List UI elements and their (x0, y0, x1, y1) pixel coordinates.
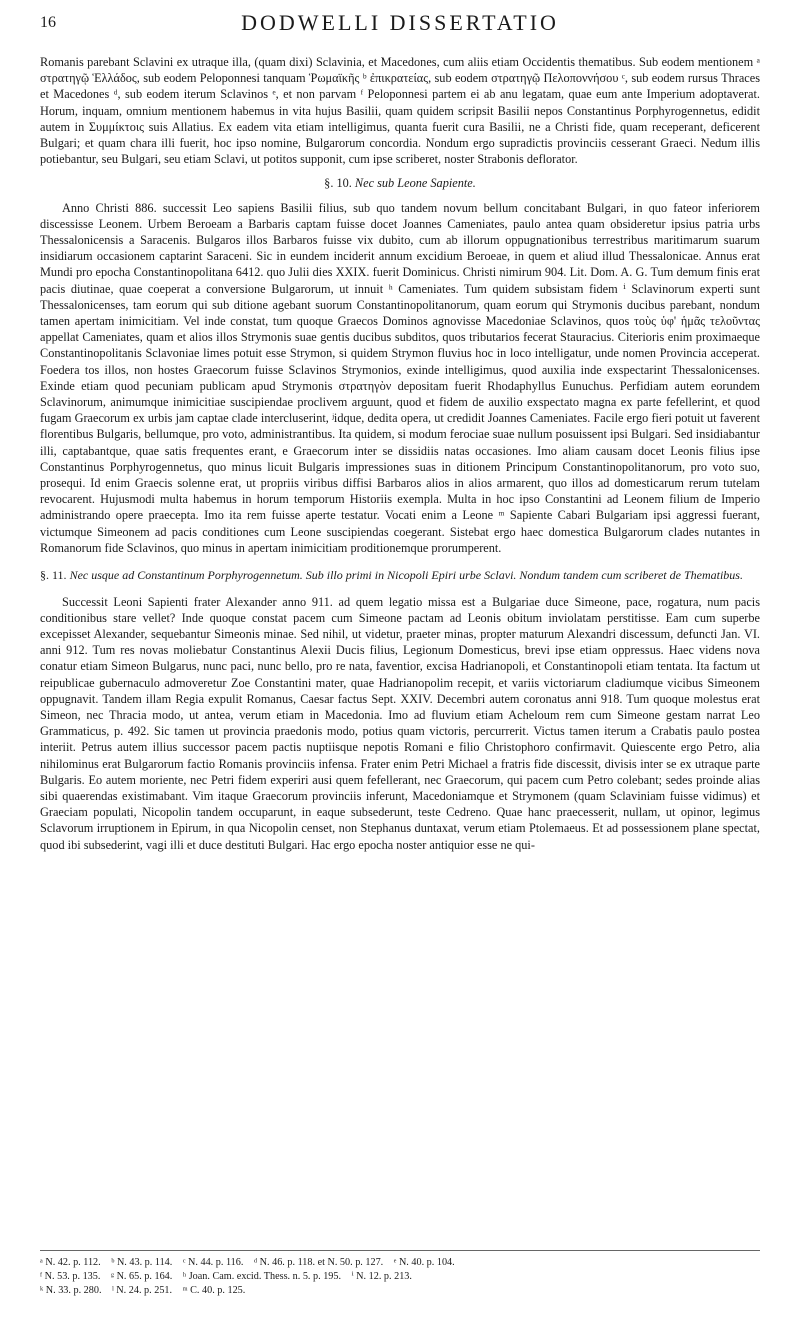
footnote: ᵇ N. 43. p. 114. (111, 1257, 173, 1268)
footnote: ᵈ N. 46. p. 118. et N. 50. p. 127. (253, 1257, 384, 1268)
footnote: ᶜ N. 44. p. 116. (182, 1257, 244, 1268)
running-title: DODWELLI DISSERTATIO (241, 10, 559, 35)
page-number: 16 (40, 14, 56, 31)
footnote: ⁱ N. 12. p. 213. (351, 1270, 412, 1282)
footnote: ᵐ C. 40. p. 125. (182, 1284, 246, 1296)
footnote: ᵃ N. 42. p. 112. (40, 1257, 101, 1268)
footnote: ᶠ N. 53. p. 135. (40, 1270, 101, 1282)
section-number: §. 11. (40, 568, 67, 583)
main-text (40, 54, 760, 858)
footnote: ᵏ N. 33. p. 280. (40, 1284, 102, 1296)
section-title: Nec sub Leone Sapiente. (354, 176, 476, 191)
footnote: ʰ Joan. Cam. excid. Thess. n. 5. p. 195. (182, 1270, 342, 1282)
page-header (40, 8, 760, 38)
footnote-row (40, 1256, 760, 1270)
footnote: ᵉ N. 40. p. 104. (393, 1257, 455, 1268)
footnote-row (40, 1270, 760, 1284)
section-title: Nec usque ad Constantinum Porphyrogennetum. Sub illo primi in Nicopoli Epiri urbe Sclavi. Nondum tandem cum scriberet de Thematibus. (69, 568, 743, 583)
footnotes (40, 1250, 760, 1297)
footnote-row (40, 1284, 760, 1298)
section-heading-11 (40, 568, 760, 584)
footnote: ˡ N. 24. p. 251. (112, 1284, 173, 1296)
section-number: §. 10. (324, 176, 352, 191)
paragraph: Successit Leoni Sapienti frater Alexander anno 911. ad quem legatio missa est a Bulgariae duce Simeone, pace, rogatura, num pacis conditionibus stare vellet? Inde quoque constat pacem cum Simeone pactam ad Leonis obitum inviolatam perstitisse. Eam cum superbe excepisset Alexander, sequebantur Simeonis minae. Sed nihil, ut videtur, praeter minas, propter maturum Alexandri discessum, defuncti Jan. VI. anni 912. Tum res novas moliebatur Constantinus Alexii Ducis filius, Legionum Domesticus, brevi ipse etiam oppressus. Haec videns nova conatur etiam Simeon Bulgarus, nunc paci, nunc bello, pro re nata, faventior, excisa Hadrianopoli, et Constantinopoli etiam tentata. Ita factum ut reipublicae gubernaculo admoveretur Zoe Constantini mater, quae Hadrianopolim recepit, et variis victoriarum cladiumque vicibus Simeonem oppugnavit. Tandem illam Regia expulit Romanus, Caesar factus Sept. XXIV. Decembri autem coronatus anni 918. Tum quoque molestus erat Simeon, nec Thracia modo, ut antea, verum etiam in Macedonia. Imo ad fluvium etiam Acheloum rem cum Simeone gestam narrat Leo Grammaticus, p. 492. Sic tamen ut provincia praedonis modo, potius quam victoris, percurrerit. Victus tamen iterum a Crabatis paulo postea interiit. Petrus autem illius successor pacem pactis nuptiisque nepotis Romani e filio Christophoro confirmavit. Quiescente ergo Petro, alia nihilominus erat Bulgarorum factio Romanis provinciis infensa. Frater enim Petri Michael a fratris fide discessit, divisis inter se ex utraque parte Bulgaris. Eo autem moriente, nec Petri fidem experiri ausi quem fefellerant, nec Graecorum, qui pacem cum Petro colebant; sedes proinde alias sibi quaerendas existimabant. Vim itaque Graecorum provinciis inferunt, Macedoniamque et Strymonem (quam Sclaviniam fuisse vidimus) et Graeciam populati, Nicopolin tandem occuparunt, in eaque subsederunt, teste Cedreno. Quae hanc praecesserit, nullam, ut opinor, legimus Sclavorum irruptionem in Epirum, in qua Nicopolin censet, non Stephanus duntaxat, verum etiam Ptolemaeus. Et ad possessionem plane spectat, quod ibi subsederint, vagi illi et duce destituti Bulgari. Hac ergo epocha noster antiquior esse ne qui- (40, 594, 760, 852)
paragraph: Romanis parebant Sclavini ex utraque illa, (quam dixi) Sclavinia, et Macedones, cum aliis etiam Occidentis thematibus. Sub eodem mentionem ᵃ στρατηγῷ Ἑλλάδος, sub eodem Peloponnesi tanquam Ῥωμαϊκῆς ᵇ ἐπικρατείας, sub eodem στρατηγῷ Πελοποννήσου ᶜ, sub eodem rursus Thraces et Macedones ᵈ, sub eodem iterum Sclavinos ᵉ, et non parvam ᶠ Peloponnesi partem ei ab anu legatam, quae eum ante Imperium adoptaverat. Horum, inquam, omnium mentionem habemus in vita hujus Basilii, quam quidem scripsit Basilii nepos Constantinus Porphyrogennetus, edidit autem in Συμμίκτοις suis Allatius. Ex eadem vita etiam intelligimus, quanta fuerit cura Basilii, ne a Christi fide, quam receperant, deficerent Bulgari; et quam chara illi fuerit, hoc ipso nomine, Bulgarorum concordia. Nondum ergo supradictis provinciis cesserant Graeci. Nedum illis potiebantur, seu Bulgari, seu etiam Sclavi, ut potitos supponit, cum ipse scriberet, noster Strabonis deflorator. (40, 55, 760, 167)
section-heading-10 (40, 175, 760, 191)
footnote: ᵍ N. 65. p. 164. (110, 1270, 173, 1282)
paragraph: Anno Christi 886. successit Leo sapiens Basilii filius, sub quo tandem novum bellum concitabant Bulgari, in quo fateor inferiorem discessisse Leonem. Urbem Beroeam a Barbaris captam fuisse docet Joannes Cameniates, paulo antea quam obsideretur ipsius patria urbs Thessalonicensis a Saracenis. Bulgaros illos Barbaros fuisse vix dubito, cum ab illorum oppugnationibus terrestribus maritimarum suarum insidiarum occasionem captarint Saraceni. Sic in eundem inciderit annum excidium Beroeae, in quem et aliud illud Thessalonicae. Annus erat Mundi pro epocha Constantinopolitana 6412. quo Julii dies XXIX. fuerit Dominicus. Christi nimirum 904. Lit. Dom. A. G. Tum demum finis erat pacis diutinae, quae coeperat a conversione Bulgarorum, ut innuit ʰ Cameniates. Tum quidem subsistam fidem ⁱ Sclavinorum experti sunt Thessalonicenses, tam eorum qui sub ditione agebant suorum Constantinopolitanorum, quam eorum qui Strymonis ducibus parebant, nondum tamen apertam inimicitiam. Vel inde constat, tum quoque Graecos Dominos agnovisse Macedoniae Sclavinos, quos τοὺς ὑφ' ἡμᾶς τελοῦντας appellat Cameniates, quam et alios illos Strymonis suae gentis ducibus subditos, quos tributarios fecerat Stauracius. Citerioris enim proximaeque Constantinopolitanis Sclavoniae limes potuit esse Strymon, si quidem Strymon fluvius hoc in loco intelligatur, unde nomen Provincia acceperat. Foedera tos illos, non hostes Graecorum fuisse Sclavinos Strymonios, exinde intelligimus, quod auxilia inde exspectarint Thessalonicenses. Exinde etiam quod pecuniam publicam apud Strymonis στρατηγὸν depositam fuerit Rhodaphyllus Eunuchus. Perfidiam autem eorundem Sclavinorum, animumque inimicitiae suscipiendae proclivem arguunt, quod et fidem de auxilio exspectato magna ex parte fefellerint, et quod fugam Graecorum ex urbis jam captae clade intercluserint, ʲidque, dedita opera, ut credidit Joannes Cameniates. Facile ergo fieri potuit ut faverent florentibus Bulgaris, bellumque, pro voto, administrantibus. Ita quidem, si modum ferociae suae nullum posuissent ipsi Bulgari. Sed insidiabantur illi, captabantque, quae satis frequentes erant, e Graecorum inter se dissidiis natas occasiones. Imo aliam causam docet Leonis filius ipse Constantinus Porphyrogennetus, quo minus licuit Bulgaris impressiones suas in ditionem Principum Constantinopolitanorum, pro voto suo, prosequi. Id enim Graecis solenne erat, ut propriis viribus diffisi Barbaros alios in alios armarent, quo illos ad domesticarum rerum tutelam revocarent. Hujusmodi multa habemus in horum temporum Historiis exempla. Multa in hoc ipso Constantini ad Leonem filium de Imperio administrando opere praecepta. Imo ita rem fuisse aperte testatur. Vocati enim a Leone ᵐ Sapiente Cabari Bulgariam ipsi aggressi fuerant, victumque Simeonem ad pacis conditiones cum Leone suscipiendas coegerant. Sistebat ergo haec domestica Bulgarorum clades nutantes in Romanorum fide Sclavinos, quo minus in apertam inimicitiam proditionemque prorumperent. (40, 200, 760, 555)
